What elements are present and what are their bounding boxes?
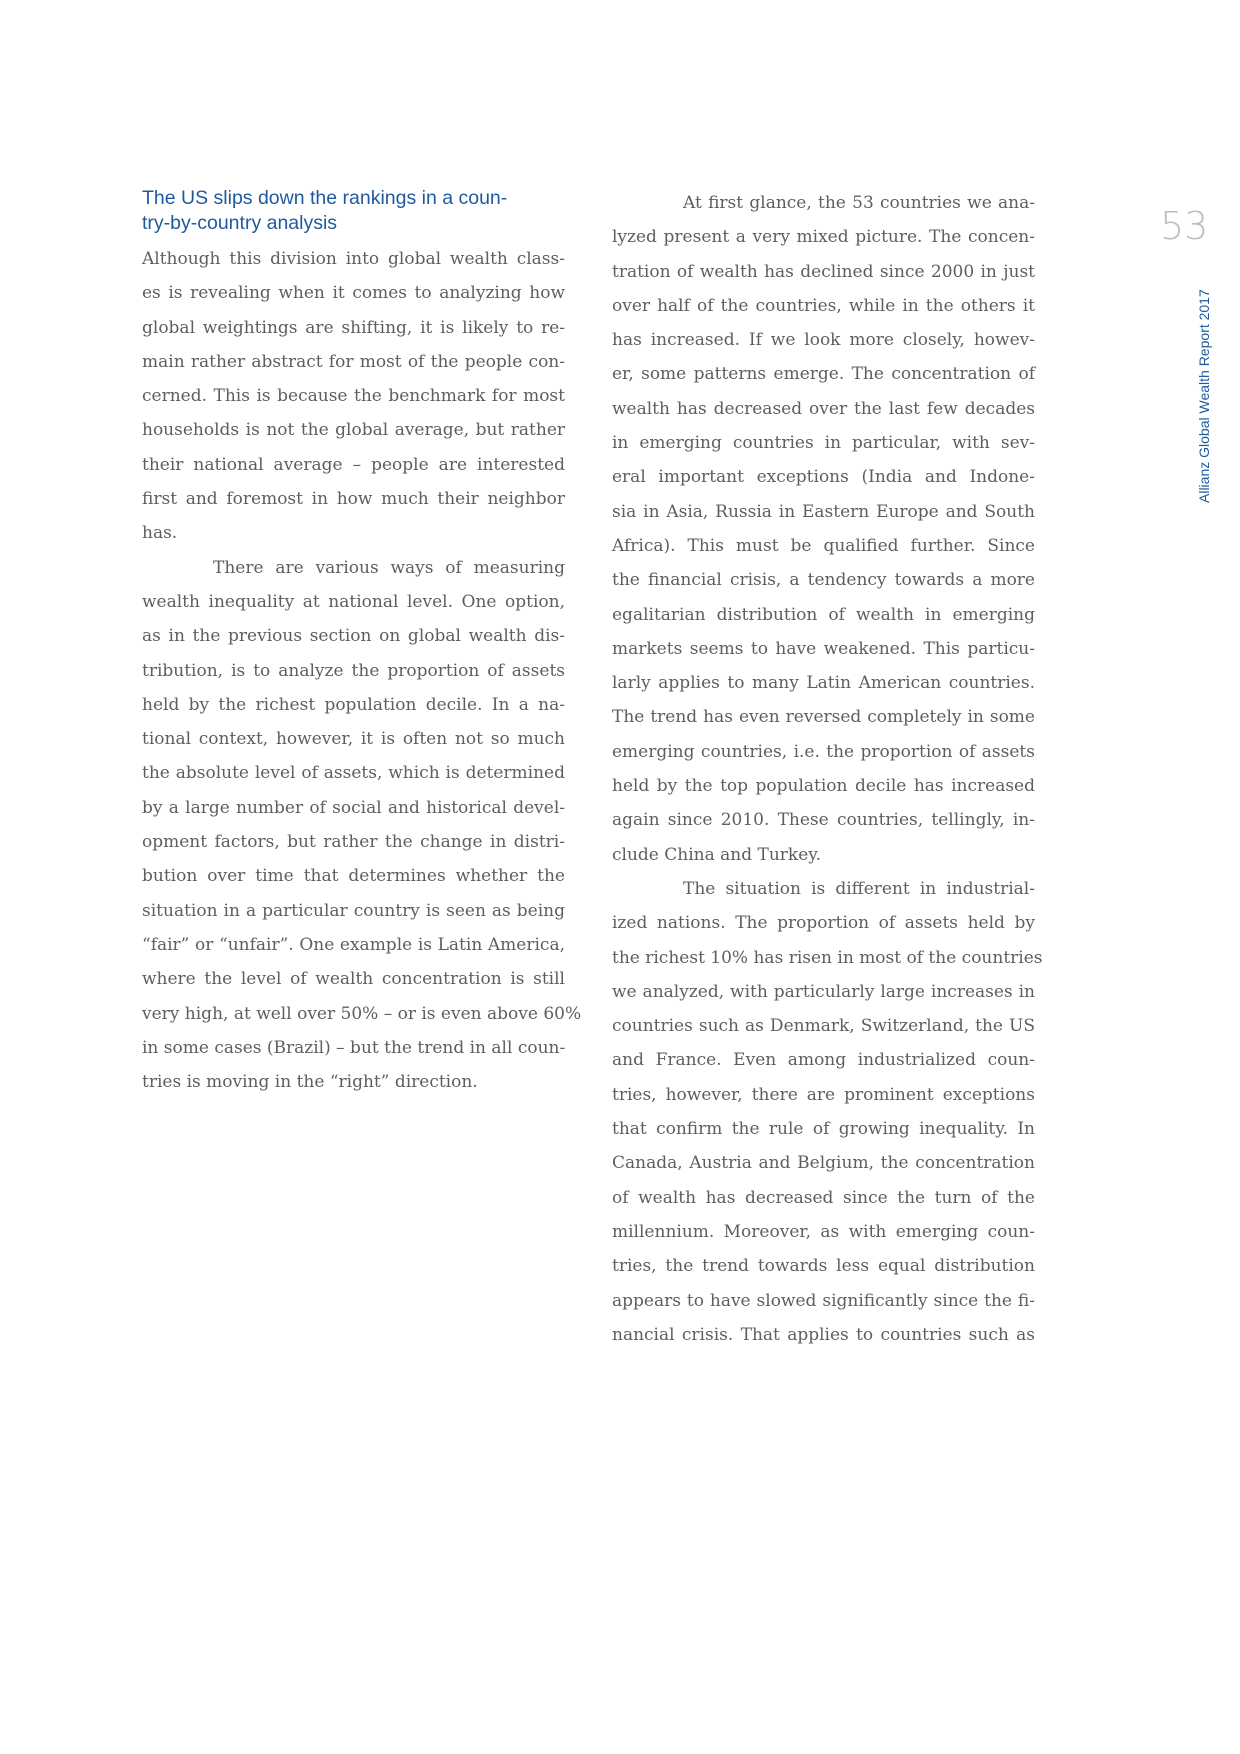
text-line: wealth has decreased over the last few decades xyxy=(612,398,1035,419)
text-line: of wealth has decreased since the turn of the xyxy=(612,1187,1035,1208)
text-line: the richest 10% has risen in most of the countries xyxy=(612,947,1043,968)
text-line: millennium. Moreover, as with emerging coun- xyxy=(612,1221,1035,1242)
left-column xyxy=(142,186,582,1099)
text-line: tries is moving in the “right” direction. xyxy=(142,1072,478,1093)
text-line: main rather abstract for most of the people con- xyxy=(142,351,565,372)
text-line: in some cases (Brazil) – but the trend in all coun- xyxy=(142,1037,566,1058)
text-line: nancial crisis. That applies to countries such as xyxy=(612,1324,1035,1345)
text-line: emerging countries, i.e. the proportion of assets xyxy=(612,741,1035,762)
text-line: over half of the countries, while in the others it xyxy=(612,295,1035,316)
text-line: The trend has even reversed completely in some xyxy=(612,707,1035,728)
text-line: in emerging countries in particular, with sev- xyxy=(612,433,1035,454)
text-line: There are various ways of measuring xyxy=(213,557,565,578)
text-line: bution over time that determines whether the xyxy=(142,866,565,887)
text-line: tional context, however, it is often not so much xyxy=(142,729,565,750)
text-line: Canada, Austria and Belgium, the concentration xyxy=(612,1153,1035,1174)
text-line: we analyzed, with particularly large increases in xyxy=(612,981,1035,1002)
text-line: markets seems to have weakened. This particu- xyxy=(612,638,1035,659)
paragraph xyxy=(612,872,1043,1352)
text-line: egalitarian distribution of wealth in emerging xyxy=(612,604,1035,625)
text-line: has increased. If we look more closely, howev- xyxy=(612,330,1035,351)
text-line: and France. Even among industrialized coun- xyxy=(612,1050,1035,1071)
text-line: tration of wealth has declined since 2000 in just xyxy=(612,261,1035,282)
text-line: tries, however, there are prominent exceptions xyxy=(612,1084,1035,1105)
page-number: 53 xyxy=(1160,204,1209,248)
text-line: tries, the trend towards less equal distribution xyxy=(612,1256,1035,1277)
text-line: Africa). This must be qualified further. Since xyxy=(612,535,1035,556)
text-line: At first glance, the 53 countries we ana- xyxy=(683,193,1035,213)
text-line: that confirm the rule of growing inequality. In xyxy=(612,1119,1035,1140)
heading-line: The US slips down the rankings in a coun- xyxy=(142,187,508,209)
text-line: the financial crisis, a tendency towards a more xyxy=(612,570,1035,591)
text-line: their national average – people are interested xyxy=(142,454,565,475)
text-line: appears to have slowed significantly since the fi- xyxy=(612,1290,1035,1311)
text-line: Although this division into global wealth class- xyxy=(142,249,565,269)
text-line: countries such as Denmark, Switzerland, the US xyxy=(612,1016,1035,1037)
text-line: lyzed present a very mixed picture. The concen- xyxy=(612,227,1035,248)
text-line: where the level of wealth concentration is still xyxy=(142,969,565,990)
text-line: first and foremost in how much their neighbor xyxy=(142,489,565,510)
text-line: tribution, is to analyze the proportion of assets xyxy=(142,660,565,681)
running-title-text: Allianz Global Wealth Report 2017 xyxy=(1196,289,1212,503)
text-line: held by the richest population decile. In a na- xyxy=(142,694,565,715)
text-line: er, some patterns emerge. The concentration of xyxy=(612,364,1035,385)
text-line: sia in Asia, Russia in Eastern Europe and South xyxy=(612,501,1035,522)
text-line: very high, at well over 50% – or is even above 60% xyxy=(142,1003,582,1024)
text-line: eral important exceptions (India and Indone- xyxy=(612,467,1035,488)
text-line: The situation is different in industrial- xyxy=(683,878,1035,899)
text-line: held by the top population decile has increased xyxy=(612,776,1035,797)
text-line: es is revealing when it comes to analyzing how xyxy=(142,283,565,304)
text-line: larly applies to many Latin American countries. xyxy=(612,673,1035,694)
text-line: ized nations. The proportion of assets held by xyxy=(612,913,1035,934)
text-line: the absolute level of assets, which is determined xyxy=(142,763,565,784)
text-line: by a large number of social and historical devel- xyxy=(142,797,565,818)
right-column xyxy=(612,186,1043,1352)
text-line: households is not the global average, but rather xyxy=(142,420,565,441)
text-line: global weightings are shifting, it is likely to re- xyxy=(142,317,565,338)
text-line: has. xyxy=(142,523,178,544)
section-heading xyxy=(142,186,565,236)
paragraph xyxy=(142,242,565,551)
text-line: again since 2010. These countries, tellingly, in- xyxy=(612,810,1035,831)
text-line: as in the previous section on global wealth dis- xyxy=(142,626,565,647)
text-line: “fair” or “unfair”. One example is Latin America, xyxy=(142,934,565,955)
text-line: opment factors, but rather the change in distri- xyxy=(142,832,565,853)
paragraph xyxy=(612,186,1035,872)
text-line: situation in a particular country is seen as being xyxy=(142,900,565,921)
text-line: clude China and Turkey. xyxy=(612,844,822,865)
heading-line: try-by-country analysis xyxy=(142,212,338,234)
text-line: wealth inequality at national level. One option, xyxy=(142,591,565,612)
paragraph xyxy=(142,551,582,1100)
text-line: cerned. This is because the benchmark for most xyxy=(142,386,565,407)
